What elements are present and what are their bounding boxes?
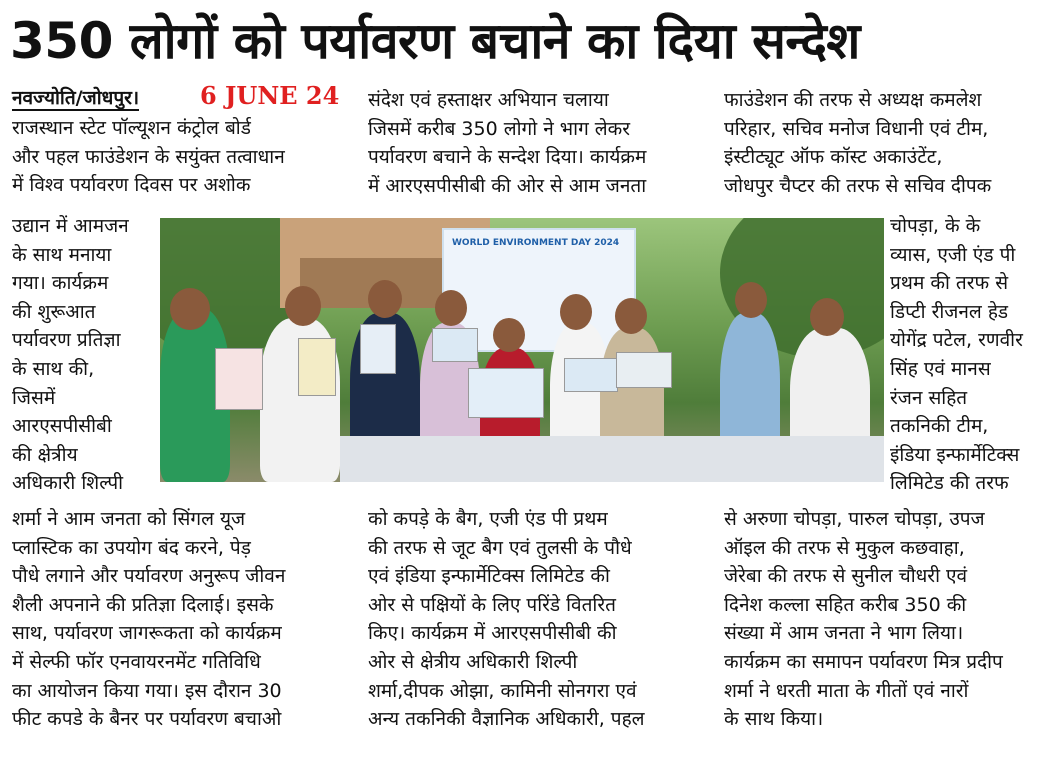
text-line: डिप्टी रीजनल हेड xyxy=(890,300,1009,323)
text-line: की क्षेत्रीय xyxy=(12,443,78,466)
text-line: फाउंडेशन की तरफ से अध्यक्ष कमलेश xyxy=(724,89,982,111)
text-line: राजस्थान स्टेट पॉल्यूशन कंट्रोल बोर्ड xyxy=(12,117,251,139)
person-head xyxy=(810,298,844,336)
poster-shape xyxy=(360,324,396,374)
person-head xyxy=(560,294,592,330)
text-line: में सेल्फी फॉर एनवायरनमेंट गतिविधि xyxy=(12,650,261,673)
text-line: ओर से क्षेत्रीय अधिकारी शिल्पी xyxy=(368,650,578,673)
headline: 350 लोगों को पर्यावरण बचाने का दिया सन्देश xyxy=(10,12,860,70)
text-line: की तरफ से जूट बैग एवं तुलसी के पौधे xyxy=(368,536,632,559)
column-3-mid xyxy=(890,212,1046,498)
text-line: इंडिया इन्फार्मेटिक्स xyxy=(890,443,1020,466)
text-line: जिसमें xyxy=(12,386,56,409)
text-line: जिसमें करीब 350 लोगो ने भाग लेकर xyxy=(368,117,631,140)
text-line: चोपड़ा, के के xyxy=(890,215,981,237)
display-table xyxy=(340,436,884,482)
text-line: इंस्टीट्यूट ऑफ कॉस्ट अकाउंटेंट, xyxy=(724,146,943,169)
person-head xyxy=(368,280,402,318)
text-line: शर्मा ने आम जनता को सिंगल यूज xyxy=(12,508,246,530)
text-line: एवं इंडिया इन्फार्मेटिक्स लिमिटेड की xyxy=(368,565,610,588)
column-1-mid xyxy=(12,212,156,498)
dateline xyxy=(12,84,139,112)
person-head xyxy=(170,288,210,330)
text-line: अधिकारी शिल्पी xyxy=(12,472,124,495)
poster-shape xyxy=(616,352,672,388)
text-line: प्लास्टिक का उपयोग बंद करने, पेड़ xyxy=(12,536,251,559)
text-line: के साथ किया। xyxy=(724,708,824,731)
column-3-bottom xyxy=(724,505,1046,734)
text-line: में विश्व पर्यावरण दिवस पर अशोक xyxy=(12,174,251,197)
person-head xyxy=(615,298,647,334)
text-line: से अरुणा चोपड़ा, पारुल चोपड़ा, उपज xyxy=(724,508,985,530)
date-stamp: 6 JUNE 24 xyxy=(200,81,340,110)
column-2-top xyxy=(368,86,690,200)
text-line: रंजन सहित xyxy=(890,386,968,409)
text-line: पर्यावरण बचाने के सन्देश दिया। कार्यक्रम xyxy=(368,146,647,169)
column-1-top xyxy=(12,114,344,200)
text-line: व्यास, एजी एंड पी xyxy=(890,243,1016,266)
text-line: अन्य तकनिकी वैज्ञानिक अधिकारी, पहल xyxy=(368,708,645,731)
text-line: किए। कार्यक्रम में आरएसपीसीबी की xyxy=(368,622,617,645)
text-line: ओर से पक्षियों के लिए परिंडे वितरित xyxy=(368,593,616,616)
text-line: दिनेश कल्ला सहित करीब 350 की xyxy=(724,593,967,616)
text-line: जोधपुर चैप्टर की तरफ से सचिव दीपक xyxy=(724,174,992,197)
text-line: योगेंद्र पटेल, रणवीर xyxy=(890,329,1023,352)
dateline-place: नवज्योति/जोधपुर। xyxy=(12,87,140,109)
text-line: की शुरूआत xyxy=(12,300,96,323)
column-2-bottom xyxy=(368,505,690,734)
person-head xyxy=(735,282,767,318)
text-line: फीट कपडे के बैनर पर पर्यावरण बचाओ xyxy=(12,708,282,731)
text-line: शैली अपनाने की प्रतिज्ञा दिलाई। इसके xyxy=(12,593,274,616)
text-line: तकनिकी टीम, xyxy=(890,415,989,438)
text-line: शर्मा ने धरती माता के गीतों एवं नारों xyxy=(724,679,969,702)
text-line: उद्यान में आमजन xyxy=(12,215,129,237)
text-line: ऑइल की तरफ से मुकुल कछवाहा, xyxy=(724,536,965,559)
poster-shape xyxy=(298,338,336,396)
text-line: आरएसपीसीबी xyxy=(12,415,112,438)
text-line: गया। कार्यक्रम xyxy=(12,272,109,295)
person-head xyxy=(493,318,525,352)
text-line: प्रथम की तरफ से xyxy=(890,272,1009,295)
person-head xyxy=(285,286,321,326)
text-line: लिमिटेड की तरफ xyxy=(890,472,1009,495)
text-line: में आरएसपीसीबी की ओर से आम जनता xyxy=(368,174,647,197)
text-line: का आयोजन किया गया। इस दौरान 30 xyxy=(12,679,282,702)
text-line: सिंह एवं मानस xyxy=(890,357,991,380)
text-line: और पहल फाउंडेशन के सयुंक्त तत्वाधान xyxy=(12,145,285,168)
poster-shape xyxy=(564,358,618,392)
column-3-top xyxy=(724,86,1046,200)
poster-shape xyxy=(468,368,544,418)
text-line: पौधे लगाने और पर्यावरण अनुरूप जीवन xyxy=(12,565,286,588)
column-1-bottom xyxy=(12,505,344,734)
event-photo xyxy=(160,218,884,482)
text-line: के साथ मनाया xyxy=(12,243,112,266)
poster-shape xyxy=(215,348,263,410)
text-line: जेरेबा की तरफ से सुनील चौधरी एवं xyxy=(724,565,968,588)
text-line: संख्या में आम जनता ने भाग लिया। xyxy=(724,622,964,645)
text-line: परिहार, सचिव मनोज विधानी एवं टीम, xyxy=(724,117,989,140)
text-line: कार्यक्रम का समापन पर्यावरण मित्र प्रदीप xyxy=(724,650,1003,673)
text-line: को कपड़े के बैग, एजी एंड पी प्रथम xyxy=(368,508,608,530)
text-line: के साथ की, xyxy=(12,357,95,380)
text-line: शर्मा,दीपक ओझा, कामिनी सोनगरा एवं xyxy=(368,679,637,702)
text-line: संदेश एवं हस्ताक्षर अभियान चलाया xyxy=(368,89,609,111)
text-line: साथ, पर्यावरण जागरूकता को कार्यक्रम xyxy=(12,622,282,645)
person-head xyxy=(435,290,467,326)
text-line: पर्यावरण प्रतिज्ञा xyxy=(12,329,121,352)
banner-title: WORLD ENVIRONMENT DAY 2024 xyxy=(452,238,620,248)
poster-shape xyxy=(432,328,478,362)
